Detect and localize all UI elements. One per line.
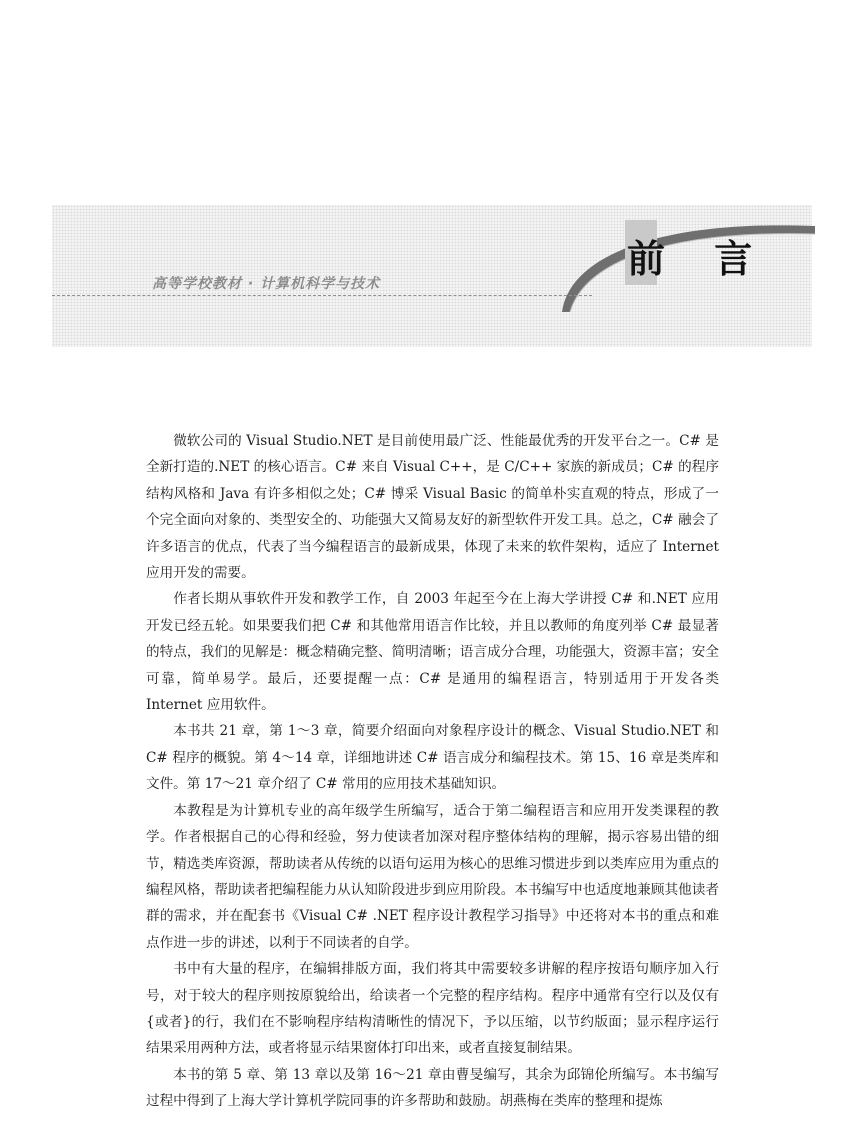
paragraph: 微软公司的 Visual Studio.NET 是目前使用最广泛、性能最优秀的开发平台之一。C# 是全新打造的.NET 的核心语言。C# 来自 Visual C++，是 C/C++ 家族的新成员；C# 的程序结构风格和 Java 有许多相似之处；C# 博采 Visual Basic 的简单朴实直观的特点，形成了一个完全面向对象的、类型安全的、功能强大又简易友好的新型软件开发工具。总之，C# 融会了许多语言的优点，代表了当今编程语言的最新成果，体现了未来的软件架构，适应了 Internet 应用开发的需要。: [146, 433, 719, 582]
paragraph: 书中有大量的程序，在编辑排版方面，我们将其中需要较多讲解的程序按语句顺序加入行号，对于较大的程序则按原貌给出，给读者一个完整的程序结构。程序中通常有空行以及仅有{或者}的行，我们在不影响程序结构清晰性的情况下，予以压缩，以节约版面；显示程序运行结果采用两种方法，或者将显示结果窗体打印出来，或者直接复制结果。: [146, 961, 719, 1057]
header-dashed-rule: [52, 295, 592, 296]
paragraph: 作者长期从事软件开发和教学工作，自 2003 年起至今在上海大学讲授 C# 和.NET 应用开发已经五轮。如果要我们把 C# 和其他常用语言作比较，并且以教师的角度列举 C# 最显著的特点，我们的见解是：概念精确完整、简明清晰；语言成分合理，功能强大，资源丰富；安全可靠，简单易学。最后，还要提醒一点：C# 是通用的编程语言，特别适用于开发各类 Internet 应用软件。: [146, 591, 719, 714]
page-title: 前 言: [627, 236, 771, 281]
paragraph: 本书的第 5 章、第 13 章以及第 16～21 章由曹旻编写，其余为邱锦伦所编写。本书编写过程中得到了上海大学计算机学院同事的许多帮助和鼓励。胡燕梅在类库的整理和提炼: [146, 1066, 719, 1110]
series-title: 高等学校教材 · 计算机科学与技术: [152, 276, 381, 292]
paragraph: 本书共 21 章，第 1～3 章，简要介绍面向对象程序设计的概念、Visual Studio.NET 和 C# 程序的概貌。第 4～14 章，详细地讲述 C# 语言成分和编程技术。第 15、16 章是类库和文件。第 17～21 章介绍了 C# 常用的应用技术基础知识。: [146, 723, 719, 793]
preface-body: [146, 428, 719, 1115]
paragraph: 本教程是为计算机专业的高年级学生所编写，适合于第二编程语言和应用开发类课程的教学。作者根据自己的心得和经验，努力使读者加深对程序整体结构的理解，揭示容易出错的细节，精选类库资源，帮助读者从传统的以语句运用为核心的思维习惯进步到以类库应用为重点的编程风格，帮助读者把编程能力从认知阶段进步到应用阶段。本书编写中也适度地兼顾其他读者群的需求，并在配套书《Visual C# .NET 程序设计教程学习指导》中还将对本书的重点和难点作进一步的讲述，以利于不同读者的自学。: [146, 802, 719, 951]
